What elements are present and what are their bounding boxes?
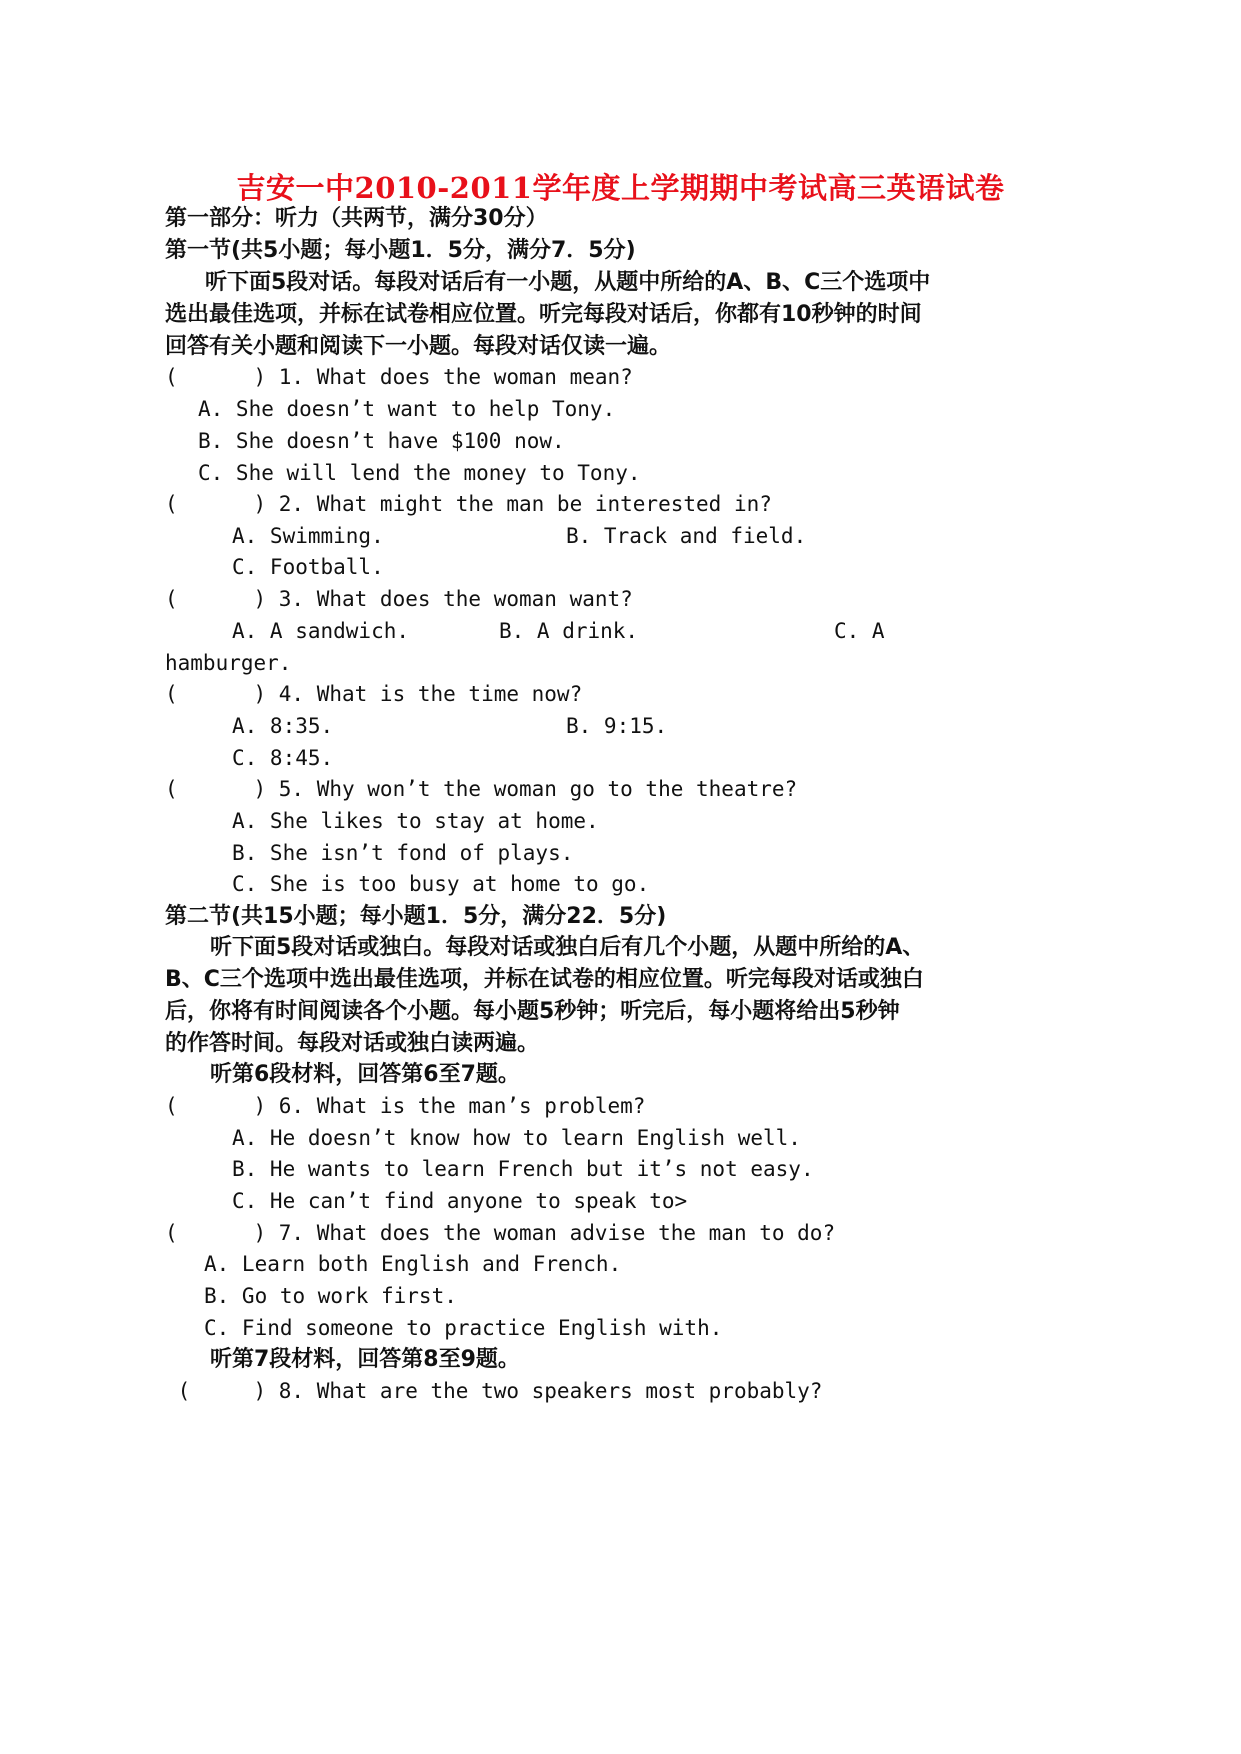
question-3-option-c: C. A xyxy=(834,619,885,643)
question-7-option-b: B. Go to work first. xyxy=(204,1284,457,1308)
question-5-option-a: A. She likes to stay at home. xyxy=(232,809,599,833)
question-1-option-c: C. She will lend the money to Tony. xyxy=(198,461,641,485)
question-4-option-c: C. 8:45. xyxy=(232,746,334,770)
question-2-option-c: C. Football. xyxy=(232,555,384,579)
question-3-option-b: B. A drink. xyxy=(499,619,639,643)
section2-instruction-line: 后，你将有时间阅读各个小题。每小题5秒钟；听完后，每小题将给出5秒钟 xyxy=(165,999,900,1024)
question-6-option-c: C. He can’t find anyone to speak to> xyxy=(232,1189,688,1213)
question-7-stem: ( ) 7. What does the woman advise the man to do? xyxy=(165,1221,836,1245)
question-7-option-a: A. Learn both English and French. xyxy=(204,1252,622,1276)
question-5-option-b: B. She isn’t fond of plays. xyxy=(232,841,574,865)
question-4-option-a: A. 8:35. xyxy=(232,714,334,738)
question-3-stem: ( ) 3. What does the woman want? xyxy=(165,587,633,611)
question-1-stem: ( ) 1. What does the woman mean? xyxy=(165,365,633,389)
section1-heading: 第一节(共5小题；每小题1．5分，满分7．5分) xyxy=(165,238,636,263)
exam-title: 吉安一中2010-2011学年度上学期期中考试高三英语试卷 xyxy=(236,171,1005,205)
section1-instruction-line: 听下面5段对话。每段对话后有一小题，从题中所给的A、B、C三个选项中 xyxy=(205,270,931,295)
question-5-stem: ( ) 5. Why won’t the woman go to the theatre? xyxy=(165,777,798,801)
section2-heading: 第二节(共15小题；每小题1．5分，满分22．5分) xyxy=(165,904,667,929)
question-3-option-c-wrap: hamburger. xyxy=(165,651,292,675)
section2-instruction-line: 的作答时间。每段对话或独白读两遍。 xyxy=(165,1031,540,1056)
material-7-heading: 听第7段材料，回答第8至9题。 xyxy=(210,1347,520,1372)
section1-instruction-line: 回答有关小题和阅读下一小题。每段对话仅读一遍。 xyxy=(165,334,672,359)
question-6-stem: ( ) 6. What is the man’s problem? xyxy=(165,1094,646,1118)
material-6-heading: 听第6段材料，回答第6至7题。 xyxy=(210,1062,520,1087)
question-6-option-a: A. He doesn’t know how to learn English well. xyxy=(232,1126,801,1150)
question-4-stem: ( ) 4. What is the time now? xyxy=(165,682,583,706)
question-6-option-b: B. He wants to learn French but it’s not easy. xyxy=(232,1157,814,1181)
question-7-option-c: C. Find someone to practice English with. xyxy=(204,1316,723,1340)
question-1-option-b: B. She doesn’t have $100 now. xyxy=(198,429,565,453)
section2-instruction-line: 听下面5段对话或独白。每段对话或独白后有几个小题，从题中所给的A、 xyxy=(210,935,925,960)
question-1-option-a: A. She doesn’t want to help Tony. xyxy=(198,397,616,421)
section1-instruction-line: 选出最佳选项，并标在试卷相应位置。听完每段对话后，你都有10秒钟的时间 xyxy=(165,302,922,327)
question-2-option-a: A. Swimming. xyxy=(232,524,384,548)
question-5-option-c: C. She is too busy at home to go. xyxy=(232,872,650,896)
question-3-option-a: A. A sandwich. xyxy=(232,619,410,643)
question-2-option-b: B. Track and field. xyxy=(566,524,807,548)
section2-instruction-line: B、C三个选项中选出最佳选项，并标在试卷的相应位置。听完每段对话或独白 xyxy=(165,967,924,992)
question-2-stem: ( ) 2. What might the man be interested in? xyxy=(165,492,772,516)
question-4-option-b: B. 9:15. xyxy=(566,714,668,738)
part1-heading: 第一部分：听力（共两节，满分30分） xyxy=(165,206,548,231)
question-8-stem: ( ) 8. What are the two speakers most probably? xyxy=(165,1379,823,1403)
